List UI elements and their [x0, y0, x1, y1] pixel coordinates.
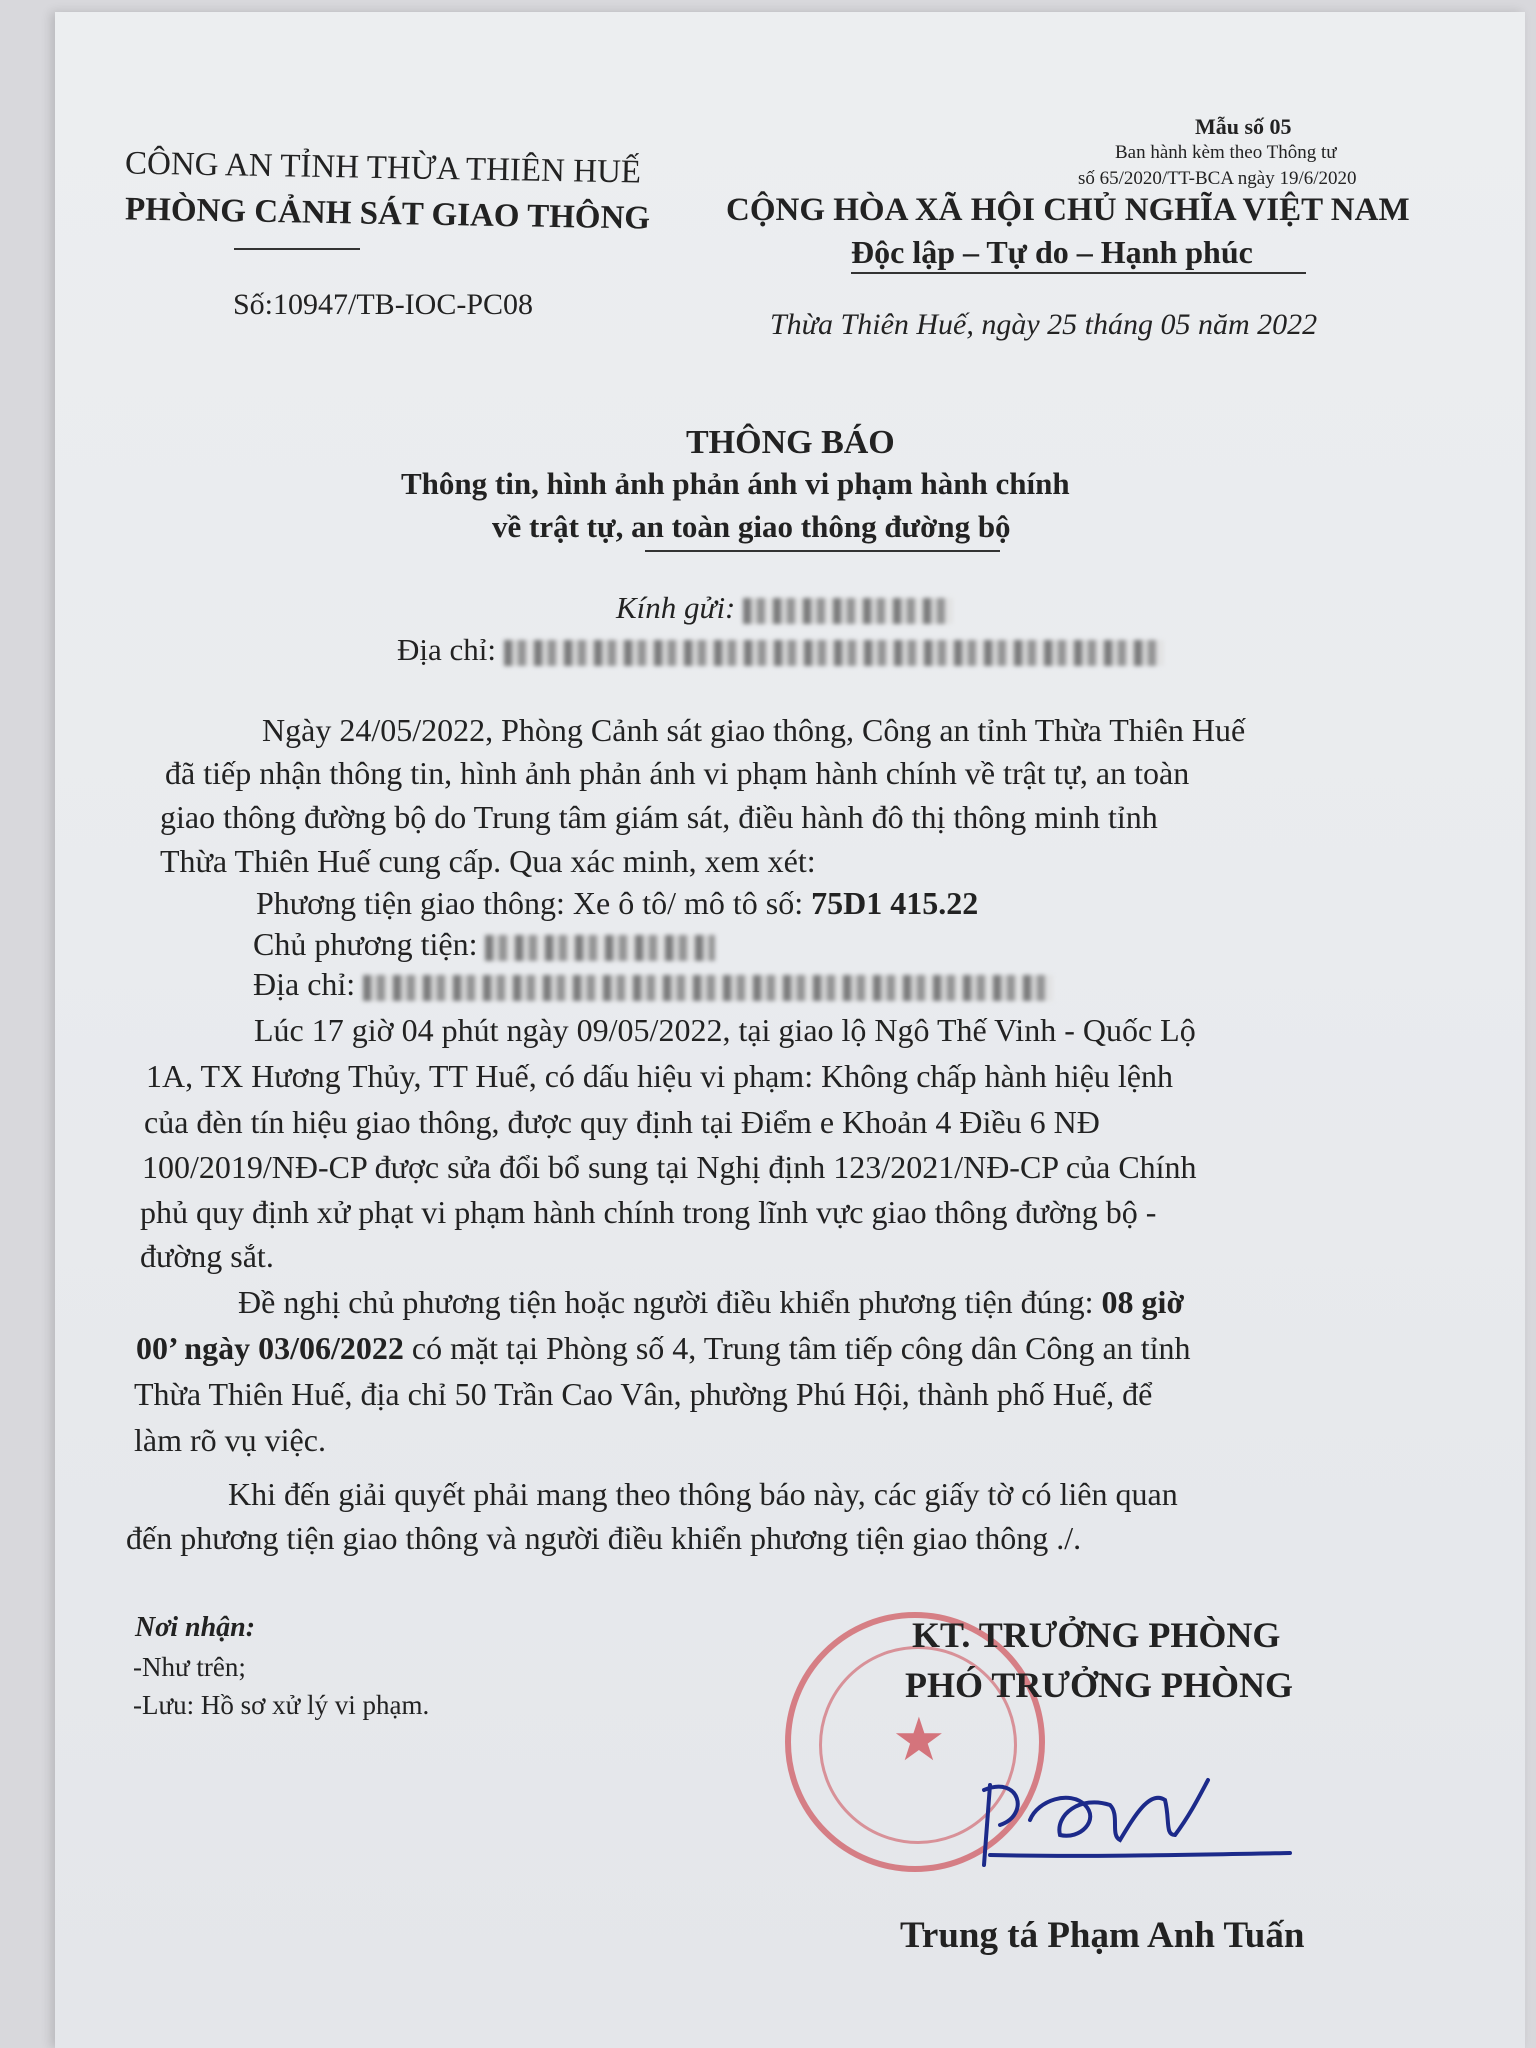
agency-underline [234, 248, 360, 250]
owner-line [253, 926, 715, 963]
doc-number: Số:10947/TB-IOC-PC08 [233, 288, 534, 321]
signature-title-1: KT. TRƯỞNG PHÒNG [912, 1615, 1281, 1655]
p4-line2: đến phương tiện giao thông và người điều khiển phương tiện giao thông ./. [126, 1520, 1082, 1556]
star-icon: ★ [892, 1705, 946, 1775]
owner-label: Chủ phương tiện: [253, 926, 478, 962]
signer-name: Trung tá Phạm Anh Tuấn [900, 1915, 1305, 1956]
recipients-item-2: -Lưu: Hồ sơ xử lý vi phạm. [133, 1690, 430, 1720]
recipient-address-label: Địa chỉ: [397, 632, 496, 667]
p2-line1: Lúc 17 giờ 04 phút ngày 09/05/2022, tại giao lộ Ngô Thế Vinh - Quốc Lộ [254, 1012, 1196, 1048]
vehicle-plate: 75D1 415.22 [811, 885, 979, 921]
p1-line1: Ngày 24/05/2022, Phòng Cảnh sát giao thông, Công an tỉnh Thừa Thiên Huế [262, 712, 1246, 748]
p3-line3: Thừa Thiên Huế, địa chỉ 50 Trần Cao Vân, phường Phú Hội, thành phố Huế, để [134, 1376, 1153, 1412]
appointment-date: 00’ ngày 03/06/2022 [136, 1330, 404, 1366]
agency-department: PHÒNG CẢNH SÁT GIAO THÔNG [124, 191, 651, 237]
document-subtitle-2: về trật tự, an toàn giao thông đường bộ [492, 509, 1011, 544]
motto-underline [851, 272, 1306, 274]
handwritten-signature [960, 1745, 1300, 1875]
p3-line1-text: Đề nghị chủ phương tiện hoặc người điều khiển phương tiện đúng: [238, 1284, 1094, 1320]
recipient-line [616, 590, 953, 626]
vehicle-label: Phương tiện giao thông: Xe ô tô/ mô tô số: [256, 885, 804, 921]
form-issued-line1: Ban hành kèm theo Thông tư [1115, 142, 1337, 163]
p2-line5: phủ quy định xử phạt vi phạm hành chính trong lĩnh vực giao thông đường bộ - [140, 1194, 1157, 1230]
agency-name: CÔNG AN TỈNH THỪA THIÊN HUẾ [124, 145, 642, 191]
p1-line3: giao thông đường bộ do Trung tâm giám sát, điều hành đô thị thông minh tỉnh [160, 799, 1158, 835]
recipient-address-line [397, 632, 1164, 668]
document-subtitle-1: Thông tin, hình ảnh phản ánh vi phạm hành chính [401, 466, 1070, 501]
p1-line2: đã tiếp nhận thông tin, hình ảnh phản ánh vi phạm hành chính về trật tự, an toàn [165, 755, 1190, 791]
owner-address-line [253, 966, 1053, 1003]
nation-motto: Độc lập – Tự do – Hạnh phúc [851, 234, 1253, 270]
redacted-owner-address [363, 975, 1053, 1001]
signature-title-2: PHÓ TRƯỞNG PHÒNG [905, 1665, 1294, 1705]
p3-line2-text: có mặt tại Phòng số 4, Trung tâm tiếp công dân Công an tỉnh [411, 1330, 1191, 1366]
form-number: Mẫu số 05 [1195, 114, 1292, 139]
title-underline [645, 550, 1000, 552]
p3-line1 [238, 1284, 1184, 1321]
nation-title: CỘNG HÒA XÃ HỘI CHỦ NGHĨA VIỆT NAM [726, 192, 1410, 228]
recipients-title: Nơi nhận: [135, 1612, 256, 1643]
redacted-recipient-address [504, 640, 1164, 666]
p2-line2: 1A, TX Hương Thủy, TT Huế, có dấu hiệu vi phạm: Không chấp hành hiệu lệnh [146, 1058, 1173, 1094]
p2-line3: của đèn tín hiệu giao thông, được quy định tại Điểm e Khoản 4 Điều 6 NĐ [144, 1104, 1100, 1140]
p3-line4: làm rõ vụ việc. [134, 1422, 326, 1458]
recipient-label: Kính gửi: [616, 590, 736, 625]
p1-line4: Thừa Thiên Huế cung cấp. Qua xác minh, xem xét: [160, 843, 816, 879]
owner-address-label: Địa chỉ: [253, 966, 356, 1002]
form-issued-line2: số 65/2020/TT-BCA ngày 19/6/2020 [1078, 168, 1357, 189]
appointment-time: 08 giờ [1101, 1284, 1185, 1320]
p2-line4: 100/2019/NĐ-CP được sửa đổi bổ sung tại Nghị định 123/2021/NĐ-CP của Chính [142, 1149, 1197, 1185]
p4-line1: Khi đến giải quyết phải mang theo thông báo này, các giấy tờ có liên quan [228, 1476, 1178, 1512]
redacted-owner-name [485, 935, 715, 961]
recipients-item-1: -Như trên; [133, 1652, 246, 1682]
p3-line2 [136, 1330, 1190, 1367]
redacted-recipient-name [743, 598, 953, 624]
place-date: Thừa Thiên Huế, ngày 25 tháng 05 năm 2022 [770, 308, 1318, 341]
document-title: THÔNG BÁO [686, 424, 895, 461]
p2-line6: đường sắt. [140, 1238, 274, 1274]
vehicle-line [256, 885, 978, 922]
